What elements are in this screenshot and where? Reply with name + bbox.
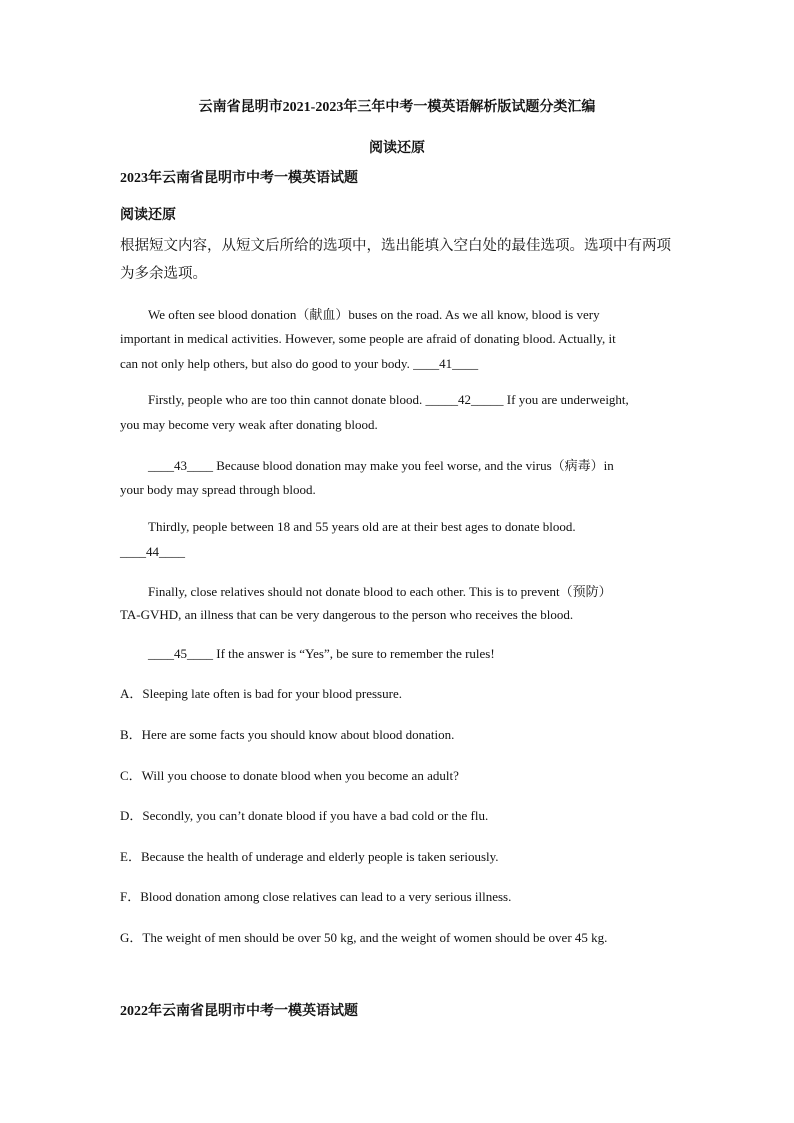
document-title: 云南省昆明市2021-2023年三年中考一模英语解析版试题分类汇编 [198,100,596,115]
passage-text: If you are underweight, [506,392,629,407]
passage-line [148,392,629,408]
instructions: 根据短文内容，从短文后所给的选项中，选出能填入空白处的最佳选项。选项中有两项为多余选项。 [120,238,671,282]
passage-line: Finally, close relatives should not donate blood to each other. This is to prevent（预防） [148,584,612,599]
option-c: C．Will you choose to donate blood when you become an adult? [120,768,459,783]
passage-text: If the answer is “Yes”, be sure to remember the rules! [216,646,495,661]
passage-text: can not only help others, but also do good to your body. [120,356,410,371]
option-e: E．Because the health of underage and elderly people is taken seriously. [120,849,499,864]
blank-41: ____41____ [413,356,479,371]
document-subtitle: 阅读还原 [369,141,425,156]
passage-line [120,356,478,372]
passage-line: Thirdly, people between 18 and 55 years old are at their best ages to donate blood. [148,519,576,534]
option-a: A．Sleeping late often is bad for your blood pressure. [120,686,402,701]
blank-43: ____43____ [148,458,213,473]
option-d: D．Secondly, you can’t donate blood if you have a bad cold or the flu. [120,808,489,823]
section-subheading: 阅读还原 [120,208,176,223]
section-heading-2023: 2023年云南省昆明市中考一模英语试题 [120,171,358,186]
blank-45: ____45____ [148,646,213,661]
section-heading-2022: 2022年云南省昆明市中考一模英语试题 [120,1004,358,1019]
passage-line: your body may spread through blood. [120,482,316,497]
passage-text: Firstly, people who are too thin cannot donate blood. [148,392,423,407]
option-b: B．Here are some facts you should know about blood donation. [120,727,455,742]
passage-line [148,646,495,662]
passage-line: you may become very weak after donating blood. [120,417,378,432]
passage-line: We often see blood donation（献血）buses on the road. As we all know, blood is very [148,307,600,322]
passage-line: TA-GVHD, an illness that can be very dangerous to the person who receives the blood. [120,607,574,622]
option-g: G．The weight of men should be over 50 kg, and the weight of women should be over 45 kg. [120,930,608,945]
blank-42: _____42_____ [425,392,504,407]
blank-44: ____44____ [120,544,185,559]
passage-line [148,455,614,474]
passage-line: important in medical activities. However, some people are afraid of donating blood. Actually, it [120,331,616,346]
passage-text: Because blood donation may make you feel worse, and the virus（病毒）in [216,458,614,473]
option-f: F．Blood donation among close relatives can lead to a very serious illness. [120,889,512,904]
